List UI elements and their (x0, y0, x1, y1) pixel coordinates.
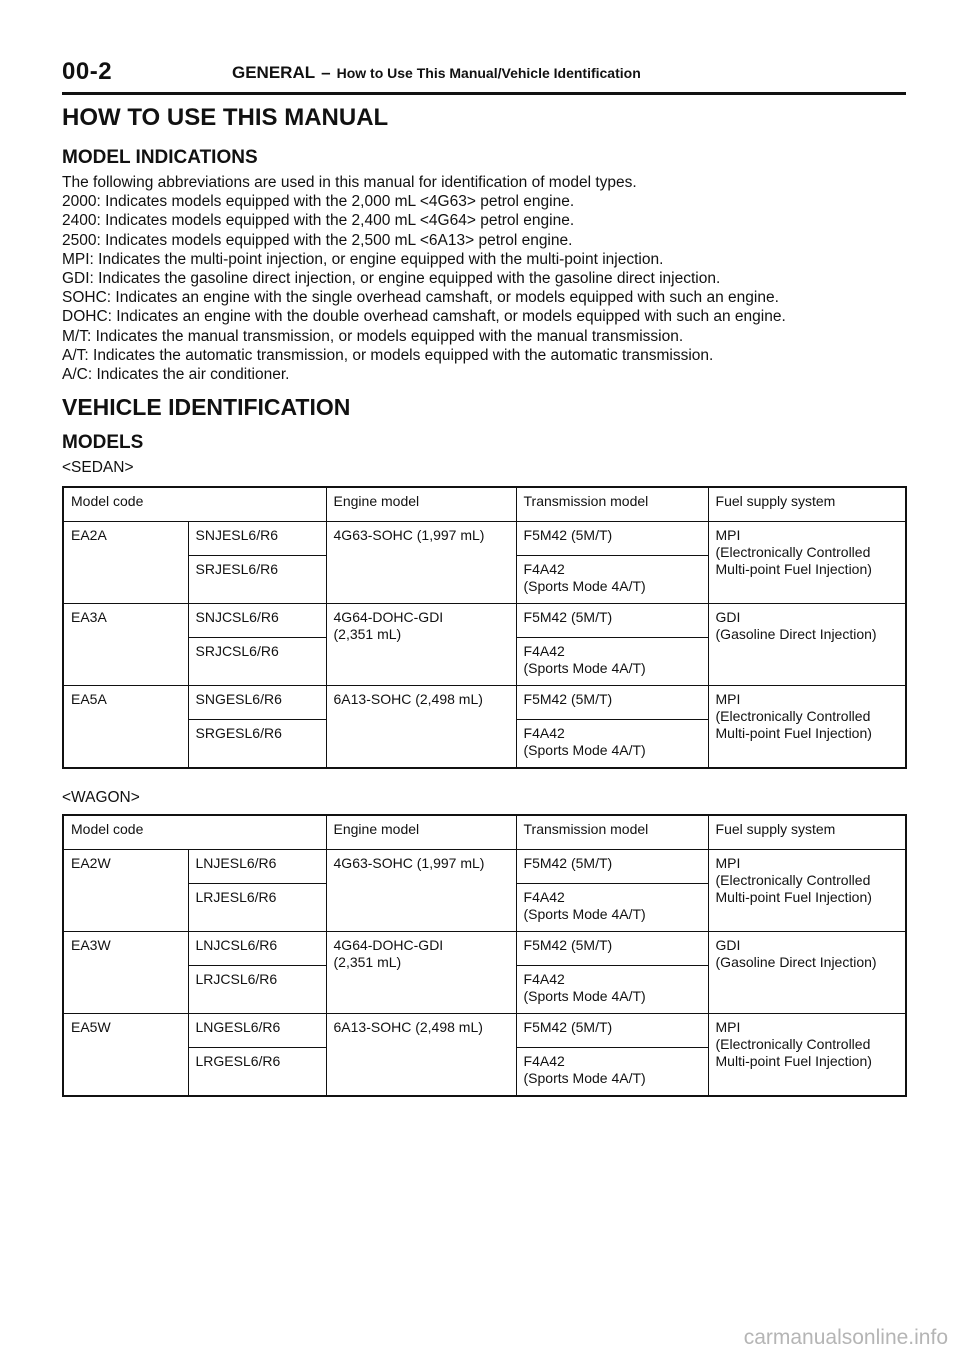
table-row (63, 522, 906, 556)
column-header-transmission-model: Transmission model (516, 815, 708, 850)
transmission-cell: F4A42 (Sports Mode 4A/T) (516, 720, 708, 769)
variant-cell: SNJESL6/R6 (188, 522, 326, 556)
variant-cell: SNJCSL6/R6 (188, 604, 326, 638)
transmission-cell: F5M42 (5M/T) (516, 932, 708, 966)
section-name: GENERAL (232, 63, 316, 82)
column-header-transmission-model: Transmission model (516, 487, 708, 522)
abbreviation-line: 2400: Indicates models equipped with the 2,400 mL <4G64> petrol engine. (62, 212, 575, 230)
section-subtitle: How to Use This Manual/Vehicle Identification (336, 65, 641, 81)
variant-cell: LRJCSL6/R6 (188, 966, 326, 1014)
abbreviation-line: 2000: Indicates models equipped with the 2,000 mL <4G63> petrol engine. (62, 193, 575, 211)
wagon-label: <WAGON> (62, 789, 140, 806)
fuel-system-cell: GDI (Gasoline Direct Injection) (708, 604, 906, 686)
page-number: 00-2 (62, 58, 113, 85)
transmission-cell: F4A42 (Sports Mode 4A/T) (516, 884, 708, 932)
fuel-system-cell: GDI (Gasoline Direct Injection) (708, 932, 906, 1014)
page-title: HOW TO USE THIS MANUAL (62, 104, 389, 131)
table-row (63, 1014, 906, 1048)
variant-cell: LNJCSL6/R6 (188, 932, 326, 966)
variant-cell: LNGESL6/R6 (188, 1014, 326, 1048)
section-dash: – (321, 63, 331, 82)
model-code-cell: EA2A (63, 522, 188, 604)
variant-cell: LNJESL6/R6 (188, 850, 326, 884)
engine-model-cell: 6A13-SOHC (2,498 mL) (326, 1014, 516, 1097)
table-header-row (63, 487, 906, 522)
table-header-row (63, 815, 906, 850)
abbreviation-line: SOHC: Indicates an engine with the single overhead camshaft, or models equipped with such an engine. (62, 289, 779, 307)
engine-model-cell: 6A13-SOHC (2,498 mL) (326, 686, 516, 769)
abbreviation-line: M/T: Indicates the manual transmission, or models equipped with the manual transmission. (62, 327, 684, 345)
column-header-fuel-supply-system: Fuel supply system (708, 815, 906, 850)
abbreviation-line: A/C: Indicates the air conditioner. (62, 366, 290, 384)
variant-cell: SRJCSL6/R6 (188, 638, 326, 686)
table-row (63, 604, 906, 638)
page-header (62, 58, 906, 95)
column-header-engine-model: Engine model (326, 815, 516, 850)
column-header-fuel-supply-system: Fuel supply system (708, 487, 906, 522)
variant-cell: SNGESL6/R6 (188, 686, 326, 720)
models-heading: MODELS (62, 432, 144, 453)
sedan-label: <SEDAN> (62, 459, 134, 476)
transmission-cell: F4A42 (Sports Mode 4A/T) (516, 1048, 708, 1097)
variant-cell: LRGESL6/R6 (188, 1048, 326, 1097)
variant-cell: SRJESL6/R6 (188, 556, 326, 604)
fuel-system-cell: MPI (Electronically Controlled Multi-point Fuel Injection) (708, 1014, 906, 1097)
wagon-table (62, 814, 907, 1097)
watermark: carmanualsonline.info (743, 1326, 948, 1349)
fuel-system-cell: MPI (Electronically Controlled Multi-point Fuel Injection) (708, 522, 906, 604)
model-indications-heading: MODEL INDICATIONS (62, 147, 258, 168)
vehicle-identification-heading: VEHICLE IDENTIFICATION (62, 394, 351, 420)
transmission-cell: F4A42 (Sports Mode 4A/T) (516, 556, 708, 604)
transmission-cell: F5M42 (5M/T) (516, 686, 708, 720)
abbreviation-line: DOHC: Indicates an engine with the double overhead camshaft, or models equipped with such an engine. (62, 308, 786, 326)
abbreviation-line: The following abbreviations are used in this manual for identification of model types. (62, 174, 637, 191)
table-row (63, 686, 906, 720)
column-header-engine-model: Engine model (326, 487, 516, 522)
model-code-cell: EA3A (63, 604, 188, 686)
sedan-table (62, 486, 907, 769)
variant-cell: SRGESL6/R6 (188, 720, 326, 769)
model-code-cell: EA5W (63, 1014, 188, 1097)
transmission-cell: F5M42 (5M/T) (516, 1014, 708, 1048)
model-code-cell: EA3W (63, 932, 188, 1014)
fuel-system-cell: MPI (Electronically Controlled Multi-point Fuel Injection) (708, 686, 906, 769)
transmission-cell: F4A42 (Sports Mode 4A/T) (516, 966, 708, 1014)
model-code-cell: EA5A (63, 686, 188, 769)
transmission-cell: F4A42 (Sports Mode 4A/T) (516, 638, 708, 686)
column-header-model-code: Model code (63, 487, 326, 522)
abbreviation-line: GDI: Indicates the gasoline direct injection, or engine equipped with the gasoline direct injection. (62, 270, 721, 288)
model-indications-body (62, 173, 922, 384)
column-header-model-code: Model code (63, 815, 326, 850)
table-row (63, 850, 906, 884)
engine-model-cell: 4G63-SOHC (1,997 mL) (326, 850, 516, 932)
table-row (63, 932, 906, 966)
abbreviation-line: 2500: Indicates models equipped with the 2,500 mL <6A13> petrol engine. (62, 231, 573, 249)
fuel-system-cell: MPI (Electronically Controlled Multi-point Fuel Injection) (708, 850, 906, 932)
engine-model-cell: 4G64-DOHC-GDI (2,351 mL) (326, 604, 516, 686)
transmission-cell: F5M42 (5M/T) (516, 604, 708, 638)
transmission-cell: F5M42 (5M/T) (516, 522, 708, 556)
abbreviation-line: A/T: Indicates the automatic transmission, or models equipped with the automatic transmission. (62, 346, 714, 364)
abbreviation-line: MPI: Indicates the multi-point injection, or engine equipped with the multi-point injection. (62, 250, 664, 268)
model-code-cell: EA2W (63, 850, 188, 932)
transmission-cell: F5M42 (5M/T) (516, 850, 708, 884)
engine-model-cell: 4G63-SOHC (1,997 mL) (326, 522, 516, 604)
engine-model-cell: 4G64-DOHC-GDI (2,351 mL) (326, 932, 516, 1014)
variant-cell: LRJESL6/R6 (188, 884, 326, 932)
section-title (232, 63, 641, 83)
